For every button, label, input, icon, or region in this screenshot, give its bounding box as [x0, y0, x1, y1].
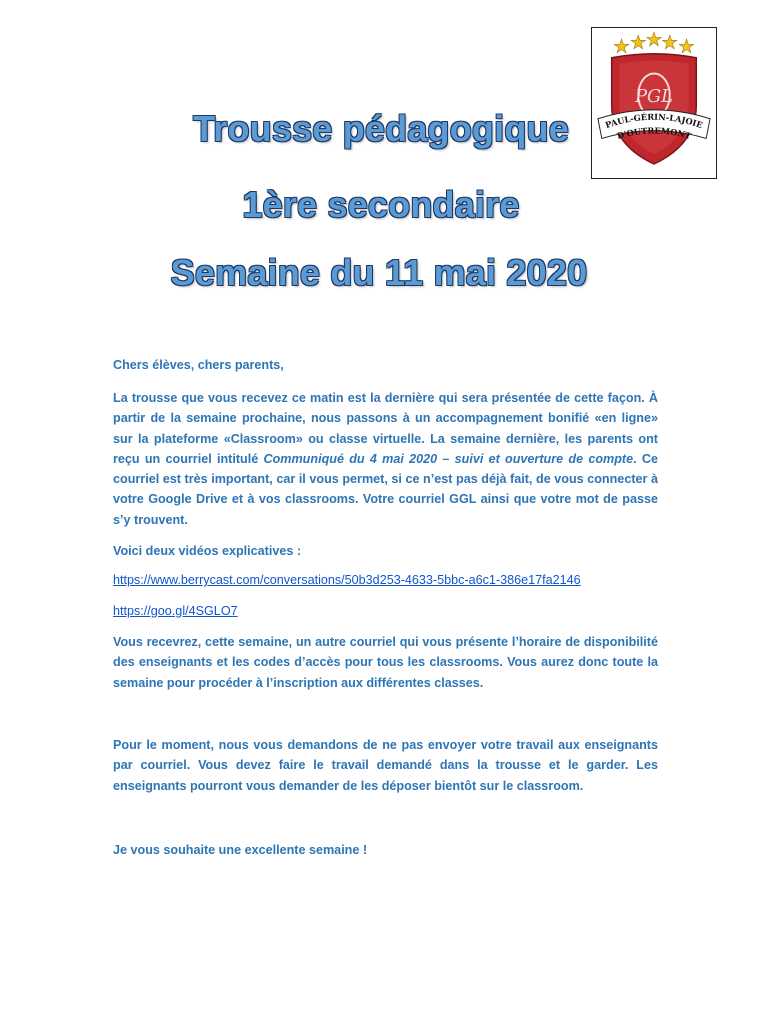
- svg-text:D'OUTREMONT: D'OUTREMONT: [615, 125, 693, 141]
- title-line-1: Trousse pédagogique: [193, 108, 569, 149]
- title-line-2: 1ère secondaire: [242, 184, 520, 225]
- school-logo: [591, 27, 717, 179]
- videos-intro: Voici deux vidéos explicatives :: [113, 544, 302, 558]
- paragraph-intro-text-2: . Ce courriel est très important, car il vous permet, si ce n’est pas déjà fait, de vous connecter à votre Google Drive et à vos classrooms. Votre courriel GGL ainsi que votre mot de passe s’y trouvent.: [113, 451, 658, 527]
- stars-icon: [614, 32, 693, 53]
- paragraph-intro-text-1: La trousse que vous recevez ce matin est la dernière qui sera présentée de cette façon. À partir de la semaine prochaine, nous passons à un accompagnement bonifié «en ligne» sur la plateforme «Classroom» ou classe virtuelle. La semaine dernière, les parents ont reçu un courriel intitulé: [113, 391, 658, 466]
- paragraph-schedule: Vous recevrez, cette semaine, un autre courriel qui vous présente l’horaire de disponibilité des enseignants et les codes d’accès pour tous les classrooms. Vous aurez donc toute la semaine pour procéder à l’inscription aux différentes classes.: [113, 635, 658, 690]
- school-crest-icon: [592, 28, 716, 178]
- title-line-3: Semaine du 11 mai 2020: [170, 252, 588, 293]
- video-link-berrycast[interactable]: https://www.berrycast.com/conversations/50b3d253-4633-5bbc-a6c1-386e17fa2146: [113, 573, 581, 587]
- closing: Je vous souhaite une excellente semaine !: [113, 843, 368, 857]
- paragraph-instructions: Pour le moment, nous vous demandons de ne pas envoyer votre travail aux enseignants par courriel. Vous devez faire le travail demandé dans la trousse et le garder. Les enseignants pourront vous demander de les déposer bientôt sur le classroom.: [113, 738, 658, 793]
- svg-text:PAUL-GÉRIN-LAJOIE: PAUL-GÉRIN-LAJOIE: [603, 111, 705, 131]
- svg-text:PGL: PGL: [635, 87, 673, 108]
- communique-title: Communiqué du 4 mai 2020 – suivi et ouverture de compte: [263, 451, 634, 466]
- greeting: Chers élèves, chers parents,: [113, 358, 284, 372]
- paragraph-intro: [113, 388, 658, 530]
- video-link-goo-gl[interactable]: https://goo.gl/4SGLO7: [113, 604, 238, 618]
